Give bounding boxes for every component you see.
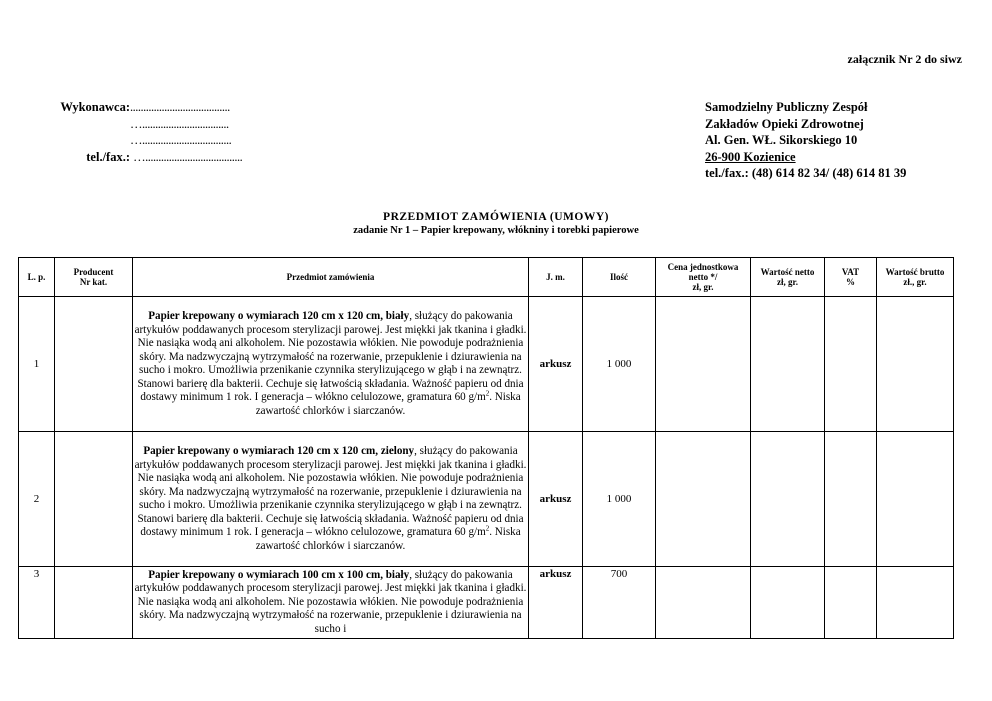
header-unit: J. m. [529, 258, 583, 297]
net-value-cell[interactable] [751, 567, 825, 639]
contractor-telfax-row [52, 149, 242, 166]
unit-price-cell[interactable] [656, 297, 751, 432]
row-qty: 1 000 [583, 432, 656, 567]
order-table [18, 257, 954, 639]
table-header-row [19, 258, 954, 297]
title-sub: zadanie Nr 1 – Papier krepowany, włókniny i torebki papierowe [353, 225, 639, 236]
telfax-value: …..................................... [133, 149, 243, 164]
header-producer: Producent Nr kat. [55, 258, 133, 297]
net-value-cell[interactable] [751, 432, 825, 567]
contractor-row [52, 132, 242, 149]
telfax-label: tel./fax.: [86, 149, 130, 164]
recipient-line-3: Al. Gen. WŁ. Sikorskiego 10 [705, 133, 858, 147]
contractor-row [52, 99, 242, 116]
header-vat: VAT % [825, 258, 877, 297]
unit-price-cell[interactable] [656, 432, 751, 567]
header-unit-price: Cena jednostkowa netto */ zł, gr. [656, 258, 751, 297]
row-unit: arkusz [529, 297, 583, 432]
gross-value-cell[interactable] [877, 432, 954, 567]
vat-cell[interactable] [825, 297, 877, 432]
vat-cell[interactable] [825, 567, 877, 639]
header-qty: Ilość [583, 258, 656, 297]
row-lp: 3 [19, 567, 55, 639]
table-row [19, 297, 954, 432]
contractor-line-2: …................................. [130, 116, 229, 131]
recipient-line-2: Zakładów Opieki Zdrowotnej [705, 116, 864, 131]
unit-price-cell[interactable] [656, 567, 751, 639]
contractor-label: Wykonawca: [60, 100, 130, 114]
producer-cell[interactable] [55, 567, 133, 639]
contractor-line-3: ….................................. [130, 133, 232, 147]
annex-label: załącznik Nr 2 do siwz [847, 52, 962, 66]
row-unit: arkusz [529, 432, 583, 567]
title-main: PRZEDMIOT ZAMÓWIENIA (UMOWY) [383, 211, 609, 223]
row-lp: 1 [19, 297, 55, 432]
row-qty: 700 [583, 567, 656, 639]
gross-value-cell[interactable] [877, 297, 954, 432]
table-row [19, 432, 954, 567]
header-lp: L. p. [19, 258, 55, 297]
item-description: Papier krepowany o wymiarach 120 cm x 120 cm, zielony, służący do pakowania artykułów poddawanych procesom sterylizacji parowej. Jest miękki jak tkanina i gładki. Nie nasiąka wodą ani alkoholem. Nie pozostawia włókien. Nie powoduje podrażnienia skóry. Ma nadzwyczajną wytrzymałość na rozerwanie, przepuklenie i dziurawienia na sucho i mokro. Umożliwia przenikanie czynnika sterylizującego w głąb i na zewnątrz. Stanowi barierę dla bakterii. Cechuje się łatwością składania. Ważność papieru od dnia dostawy minimum 1 rok. I generacja – włókno celulozowe, gramatura 60 $g/m^2$. Niska zawartość chlorków i siarczanów. [133, 432, 529, 567]
net-value-cell[interactable] [751, 297, 825, 432]
recipient-line-5: tel./fax.: (48) 614 82 34/ (48) 614 81 39 [705, 166, 907, 180]
contractor-line-1: ...................................... [130, 100, 230, 114]
recipient-address [705, 99, 906, 182]
producer-cell[interactable] [55, 432, 133, 567]
producer-cell[interactable] [55, 297, 133, 432]
row-lp: 2 [19, 432, 55, 567]
contractor-row [52, 116, 242, 133]
vat-cell[interactable] [825, 432, 877, 567]
recipient-line-1: Samodzielny Publiczny Zespół [705, 100, 868, 114]
document-title [0, 211, 992, 236]
table-row [19, 567, 954, 639]
gross-value-cell[interactable] [877, 567, 954, 639]
header-net-value: Wartość netto zł, gr. [751, 258, 825, 297]
header-gross-value: Wartość brutto zł., gr. [877, 258, 954, 297]
header-item: Przedmiot zamówienia [133, 258, 529, 297]
row-unit: arkusz [529, 567, 583, 639]
row-qty: 1 000 [583, 297, 656, 432]
item-description: Papier krepowany o wymiarach 100 cm x 100 cm, biały, służący do pakowania artykułów poddawanych procesom sterylizacji parowej. Jest miękki jak tkanina i gładki. Nie nasiąka wodą ani alkoholem. Nie pozostawia włókien. Nie powoduje podrażnienia skóry. Ma nadzwyczajną wytrzymałość na rozerwanie, przepuklenie i dziurawienia na sucho i [133, 567, 529, 639]
contractor-block [52, 99, 242, 165]
recipient-line-4: 26-900 Kozienice [705, 149, 796, 164]
item-description: Papier krepowany o wymiarach 120 cm x 120 cm, biały, służący do pakowania artykułów poddawanych procesom sterylizacji parowej. Jest miękki jak tkanina i gładki. Nie nasiąka wodą ani alkoholem. Nie pozostawia włókien. Nie powoduje podrażnienia skóry. Ma nadzwyczajną wytrzymałość na rozerwanie, przepuklenie i dziurawienia na sucho i mokro. Umożliwia przenikanie czynnika sterylizującego w głąb i na zewnątrz. Stanowi barierę dla bakterii. Cechuje się łatwością składania. Ważność papieru od dnia dostawy minimum 1 rok. I generacja – włókno celulozowe, gramatura 60 $g/m^2$. Niska zawartość chlorków i siarczanów. [133, 297, 529, 432]
